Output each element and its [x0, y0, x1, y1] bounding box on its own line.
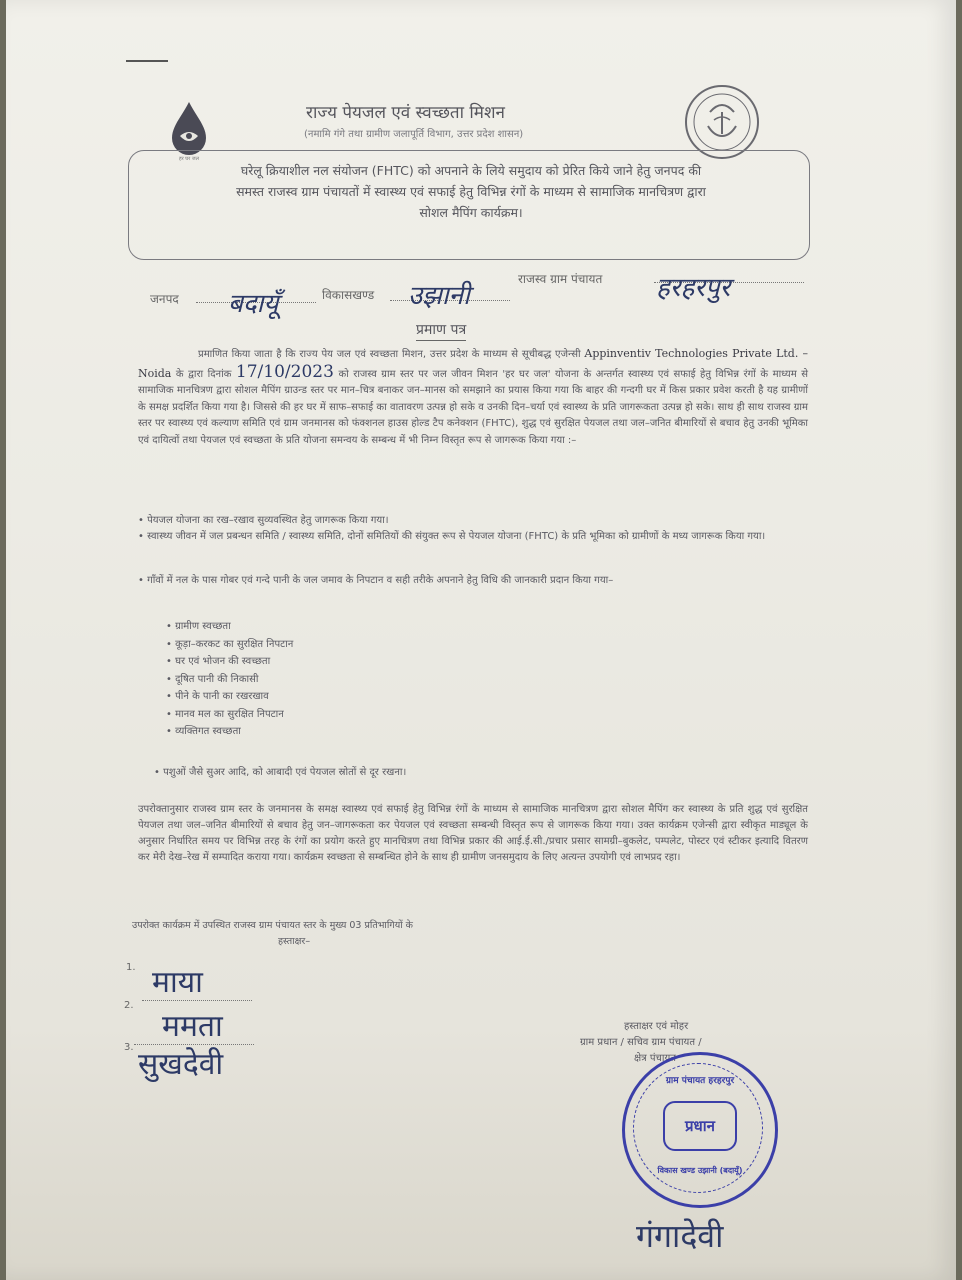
village-value: हरहरपुर [656, 273, 731, 303]
program-description [146, 160, 796, 223]
certificate-page [6, 0, 956, 1280]
mission-subtitle: (नमामि गंगे तथा ग्रामीण जलापूर्ति विभाग, उत्तर प्रदेश शासन) [304, 129, 524, 140]
bullet-4: • पशुओं जैसे सुअर आदि, को आबादी एवं पेयजल स्रोतों से दूर रखना। [154, 767, 407, 778]
block-label: विकासखण्ड [322, 288, 375, 302]
para1-body: को राजस्व ग्राम स्तर पर जल जीवन मिशन 'हर घर जल' योजना के अन्तर्गत स्वास्थ्य एवं सफाई हेतु विभिन्न रंगों के माध्यम से सामाजिक मानचित्रण द्वारा सोशल मैपिंग ग्राउन्ड स्तर पर मान–चित्र बनाकर जन–मानस को समझाने का प्रयास किया गया कि बाहर की गन्दगी घर में किस प्रकार प्रवेश करती है यह ग्रामीणों के समक्ष प्रदर्शित किया गया है। जिससे की हर घर में साफ–सफाई का वातावरण उत्पन्न हो सके व उनकी दिन–चर्या एवं स्वास्थ्य के प्रति जागरूकता उत्पन्न हो सके। साथ ही साथ राजस्व ग्राम स्तर पर स्वास्थ्य एवं कल्याण समिति एवं ग्राम जनमानस को फंक्शनल हाउस होल्ड टैप कनेक्शन (FHTC), शुद्ध एवं सुरक्षित पेयजल तथा जल–जनित बीमारियों से बचाव हेतु उनकी भूमिका एवं दायित्वों तथा पेयजल एवं स्वच्छता के प्रति योजना समन्वय के सम्बन्ध में भी निम्न विस्तृत रूप से जागरूक किया गया :– [138, 368, 808, 446]
para1-intro: प्रमाणित किया जाता है कि राज्य पेय जल एवं स्वच्छता मिशन, उत्तर प्रदेश के माध्यम से सूचीबद्ध एजेन्सी [198, 349, 581, 360]
authority-line-3: क्षेत्र पंचायत [634, 1053, 676, 1064]
pradhan-signature: गंगादेवी [636, 1217, 724, 1255]
hygiene-topics-list [166, 618, 293, 741]
signature-number-3: 3. [124, 1042, 134, 1053]
authority-line-2: ग्राम प्रधान / सचिव ग्राम पंचायत / [580, 1037, 702, 1048]
mission-title: राज्य पेयजल एवं स्वच्छता मिशन [306, 103, 505, 123]
block-value: उझानी [408, 281, 470, 311]
participant-signature-2: ममता [162, 1009, 223, 1044]
program-date: 17/10/2023 [235, 361, 334, 382]
bullet-1-text: पेयजल योजना का रख–रखाव सुव्यवस्थित हेतु जागरूक किया गया। [147, 515, 389, 526]
corner-dash [126, 60, 168, 62]
signature-number-1: 1. [126, 962, 136, 973]
para1-date-label: के द्वारा दिनांक [175, 368, 232, 380]
program-line-2: समस्त राजस्व ग्राम पंचायतों में स्वास्थ्य एवं सफाई हेतु विभिन्न रंगों के माध्यम से सामाजिक मानचित्रण द्वारा [236, 184, 706, 199]
signature-line-1 [142, 1000, 252, 1001]
authority-line-1: हस्ताक्षर एवं मोहर [624, 1021, 689, 1032]
village-label: राजस्व ग्राम पंचायत [518, 272, 603, 286]
seal-top-text: ग्राम पंचायत हरहरपुर [665, 1076, 735, 1086]
participant-signature-3: सुखदेवी [138, 1047, 224, 1082]
pradhan-seal [622, 1052, 778, 1208]
list-item: • ग्रामीण स्वच्छता [166, 618, 293, 636]
certificate-paragraph-2: उपरोक्तानुसार राजस्व ग्राम स्तर के जनमानस के समक्ष स्वास्थ्य एवं सफाई हेतु विभिन्न रंगों के माध्यम से सामाजिक मानचित्रण द्वारा सोशल मैपिंग कर स्वास्थ्य के प्रति शुद्ध एवं सुरक्षित पेयजल तथा जल–जनित बीमारियों से बचाव हेतु जन–जागरूकता कर पेयजल एवं स्वच्छता सम्बन्धी विस्तृत रूप से जागरूक किया गया। उक्त कार्यक्रम एजेन्सी द्वारा स्वीकृत माड्यूल के अनुसार निर्धारित समय पर विभिन्न तरह के रंगों का प्रयोग करते हुए मानचित्रण तथा विभिन्न प्रकार की आई.ई.सी./प्रचार प्रसार सामग्री–बुकलेट, पम्पलेट, पोस्टर एवं स्टीकर इत्यादि वितरण कर मेरी देख–रेख में सम्पादित कराया गया। कार्यक्रम स्वच्छता से सम्बन्धित होने के साथ ही ग्रामीण जनसमुदाय के लिए अत्यन्त उपयोगी एवं लाभप्रद रहा। [138, 804, 808, 863]
district-label: जनपद [150, 292, 179, 306]
bullet-4-text: पशुओं जैसे सुअर आदि, को आबादी एवं पेयजल स्रोतों से दूर रखना। [163, 767, 407, 778]
list-item: • दूषित पानी की निकासी [166, 671, 293, 689]
list-item: • घर एवं भोजन की स्वच्छता [166, 653, 293, 671]
bullet-3-text: गाँवों में नल के पास गोबर एवं गन्दे पानी के जल जमाव के निपटान व सही तरीके अपनाने हेतु विधि की जानकारी प्रदान किया गया– [147, 575, 614, 586]
bullet-3: • गाँवों में नल के पास गोबर एवं गन्दे पानी के जल जमाव के निपटान व सही तरीके अपनाने हेतु विधि की जानकारी प्रदान किया गया– [138, 575, 614, 586]
program-line-1: घरेलू क्रियाशील नल संयोजन (FHTC) को अपनाने के लिये समुदाय को प्रेरित किये जाने हेतु जनपद की [240, 163, 702, 178]
seal-center: प्रधान [663, 1101, 737, 1151]
list-item: • मानव मल का सुरक्षित निपटान [166, 706, 293, 724]
signature-number-2: 2. [124, 1000, 134, 1011]
seal-bottom-text: विकास खण्ड उझानी (बदायूँ) [657, 1166, 743, 1175]
certificate-paragraph-1 [138, 346, 808, 449]
attendees-intro: उपरोक्त कार्यक्रम में उपस्थित राजस्व ग्राम पंचायत स्तर के मुख्य 03 प्रतिभागियों के [132, 920, 413, 931]
bullet-2-text: स्वास्थ्य जीवन में जल प्रबन्धन समिति / स्वास्थ्य समिति, दोनों समितियों की संयुक्त रूप से पेयजल योजना (FHTC) के प्रति भूमिका को ग्रामीणों के मध्य जागरूक किया गया। [147, 531, 766, 542]
certificate-title: प्रमाण पत्र [416, 320, 466, 341]
program-line-3: सोशल मैपिंग कार्यक्रम। [419, 205, 523, 220]
list-item: • पीने के पानी का रखरखाव [166, 688, 293, 706]
district-value: बदायूँ [228, 289, 279, 319]
attendees-sign-label: हस्ताक्षर– [278, 936, 311, 947]
agency-name: Appinventiv Technologies Private Ltd. – Noida [138, 347, 808, 380]
list-item: • कूड़ा–करकट का सुरक्षित निपटान [166, 636, 293, 654]
bullet-1: • पेयजल योजना का रख–रखाव सुव्यवस्थित हेतु जागरूक किया गया। [138, 515, 389, 526]
bullet-2: • स्वास्थ्य जीवन में जल प्रबन्धन समिति / स्वास्थ्य समिति, दोनों समितियों की संयुक्त रूप से पेयजल योजना (FHTC) के प्रति भूमिका को ग्रामीणों के मध्य जागरूक किया गया। [138, 531, 766, 542]
participant-signature-1: माया [152, 965, 203, 1000]
svg-text:हर घर जल: हर घर जल [179, 156, 199, 162]
list-item: • व्यक्तिगत स्वच्छता [166, 723, 293, 741]
